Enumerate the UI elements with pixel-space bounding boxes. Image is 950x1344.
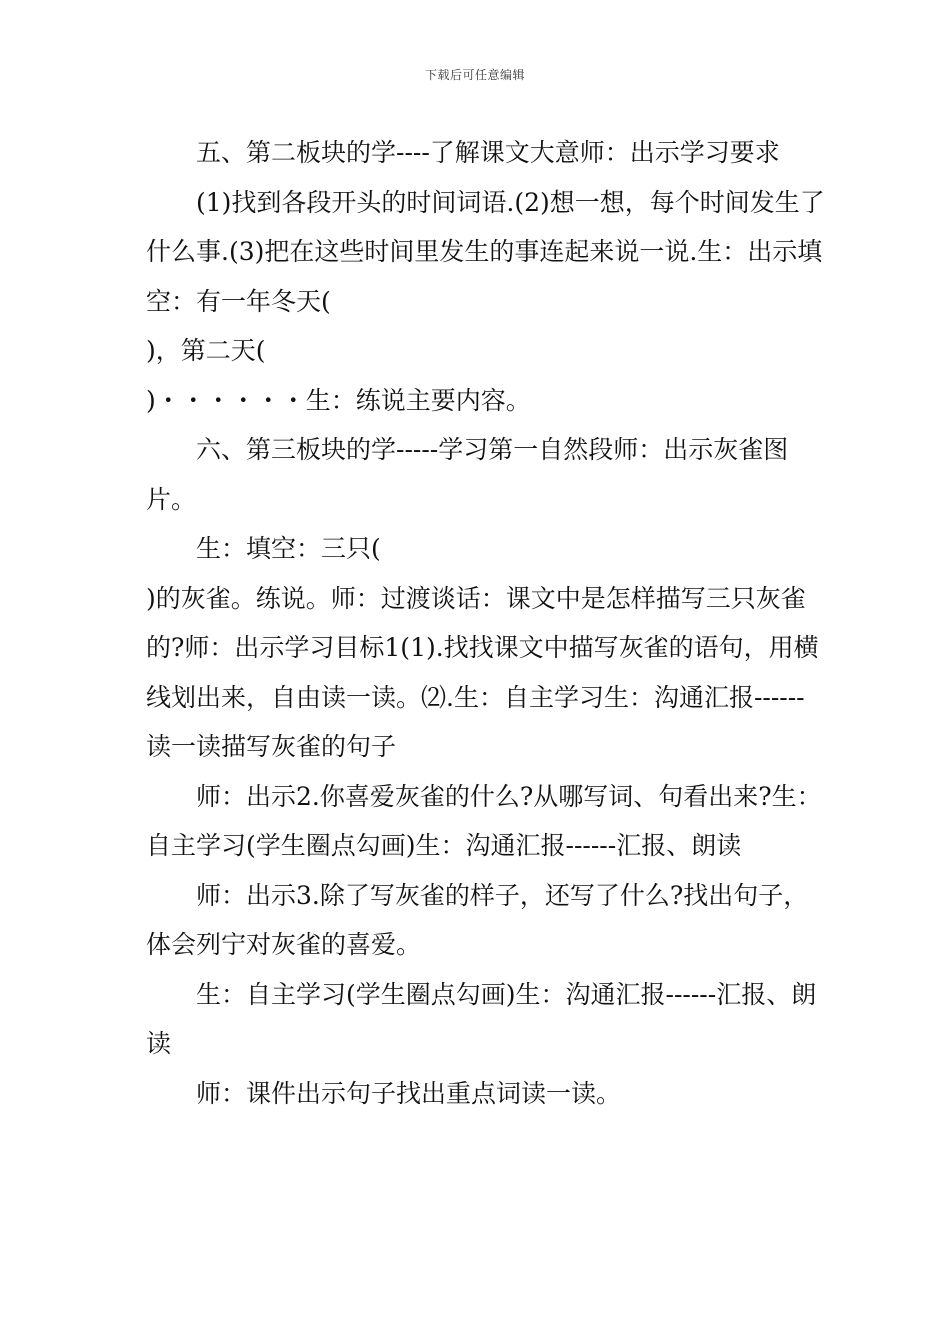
paragraph-learning-requirements: (1)找到各段开头的时间词语.(2)想一想，每个时间发生了什么事.(3)把在这些时间里发生的事连起来说一说.生：出示填空：有一年冬天( <box>146 187 825 316</box>
paragraph-main-content-practice: )・・・・・・生：练说主要内容。 <box>146 385 531 415</box>
paragraph-describe-sparrows: )的灰雀。练说。师：过渡谈话：课文中是怎样描写三只灰雀的?师：出示学习目标1(1).找找课文中描写灰雀的语句，用横线划出来，自由读一读。⑵.生：自主学习生：沟通汇报------读一读描写灰雀的句子 <box>146 583 819 761</box>
page-header: 下载后可任意编辑 <box>424 68 525 82</box>
paragraph-section-six-heading: 六、第三板块的学-----学习第一自然段师：出示灰雀图片。 <box>146 435 789 514</box>
paragraph-fill-blank-three: 生：填空：三只( <box>196 534 381 563</box>
paragraph-student-report: 生：自主学习(学生圈点勾画)生：沟通汇报------汇报、朗读 <box>146 979 817 1058</box>
paragraph-courseware-sentences: 师：课件出示句子找出重点词读一读。 <box>196 1078 622 1108</box>
paragraph-task-two: 师：出示2.你喜爱灰雀的什么?从哪写词、句看出来?生：自主学习(学生圈点勾画)生：沟通汇报------汇报、朗读 <box>146 781 822 860</box>
paragraph-task-three: 师：出示3.除了写灰雀的样子，还写了什么?找出句子，体会列宁对灰雀的喜爱。 <box>146 880 809 959</box>
paragraph-second-day: )，第二天( <box>146 336 266 365</box>
document-body <box>146 128 826 1118</box>
paragraph-section-five-heading: 五、第二板块的学----了解课文大意师：出示学习要求 <box>196 138 780 167</box>
